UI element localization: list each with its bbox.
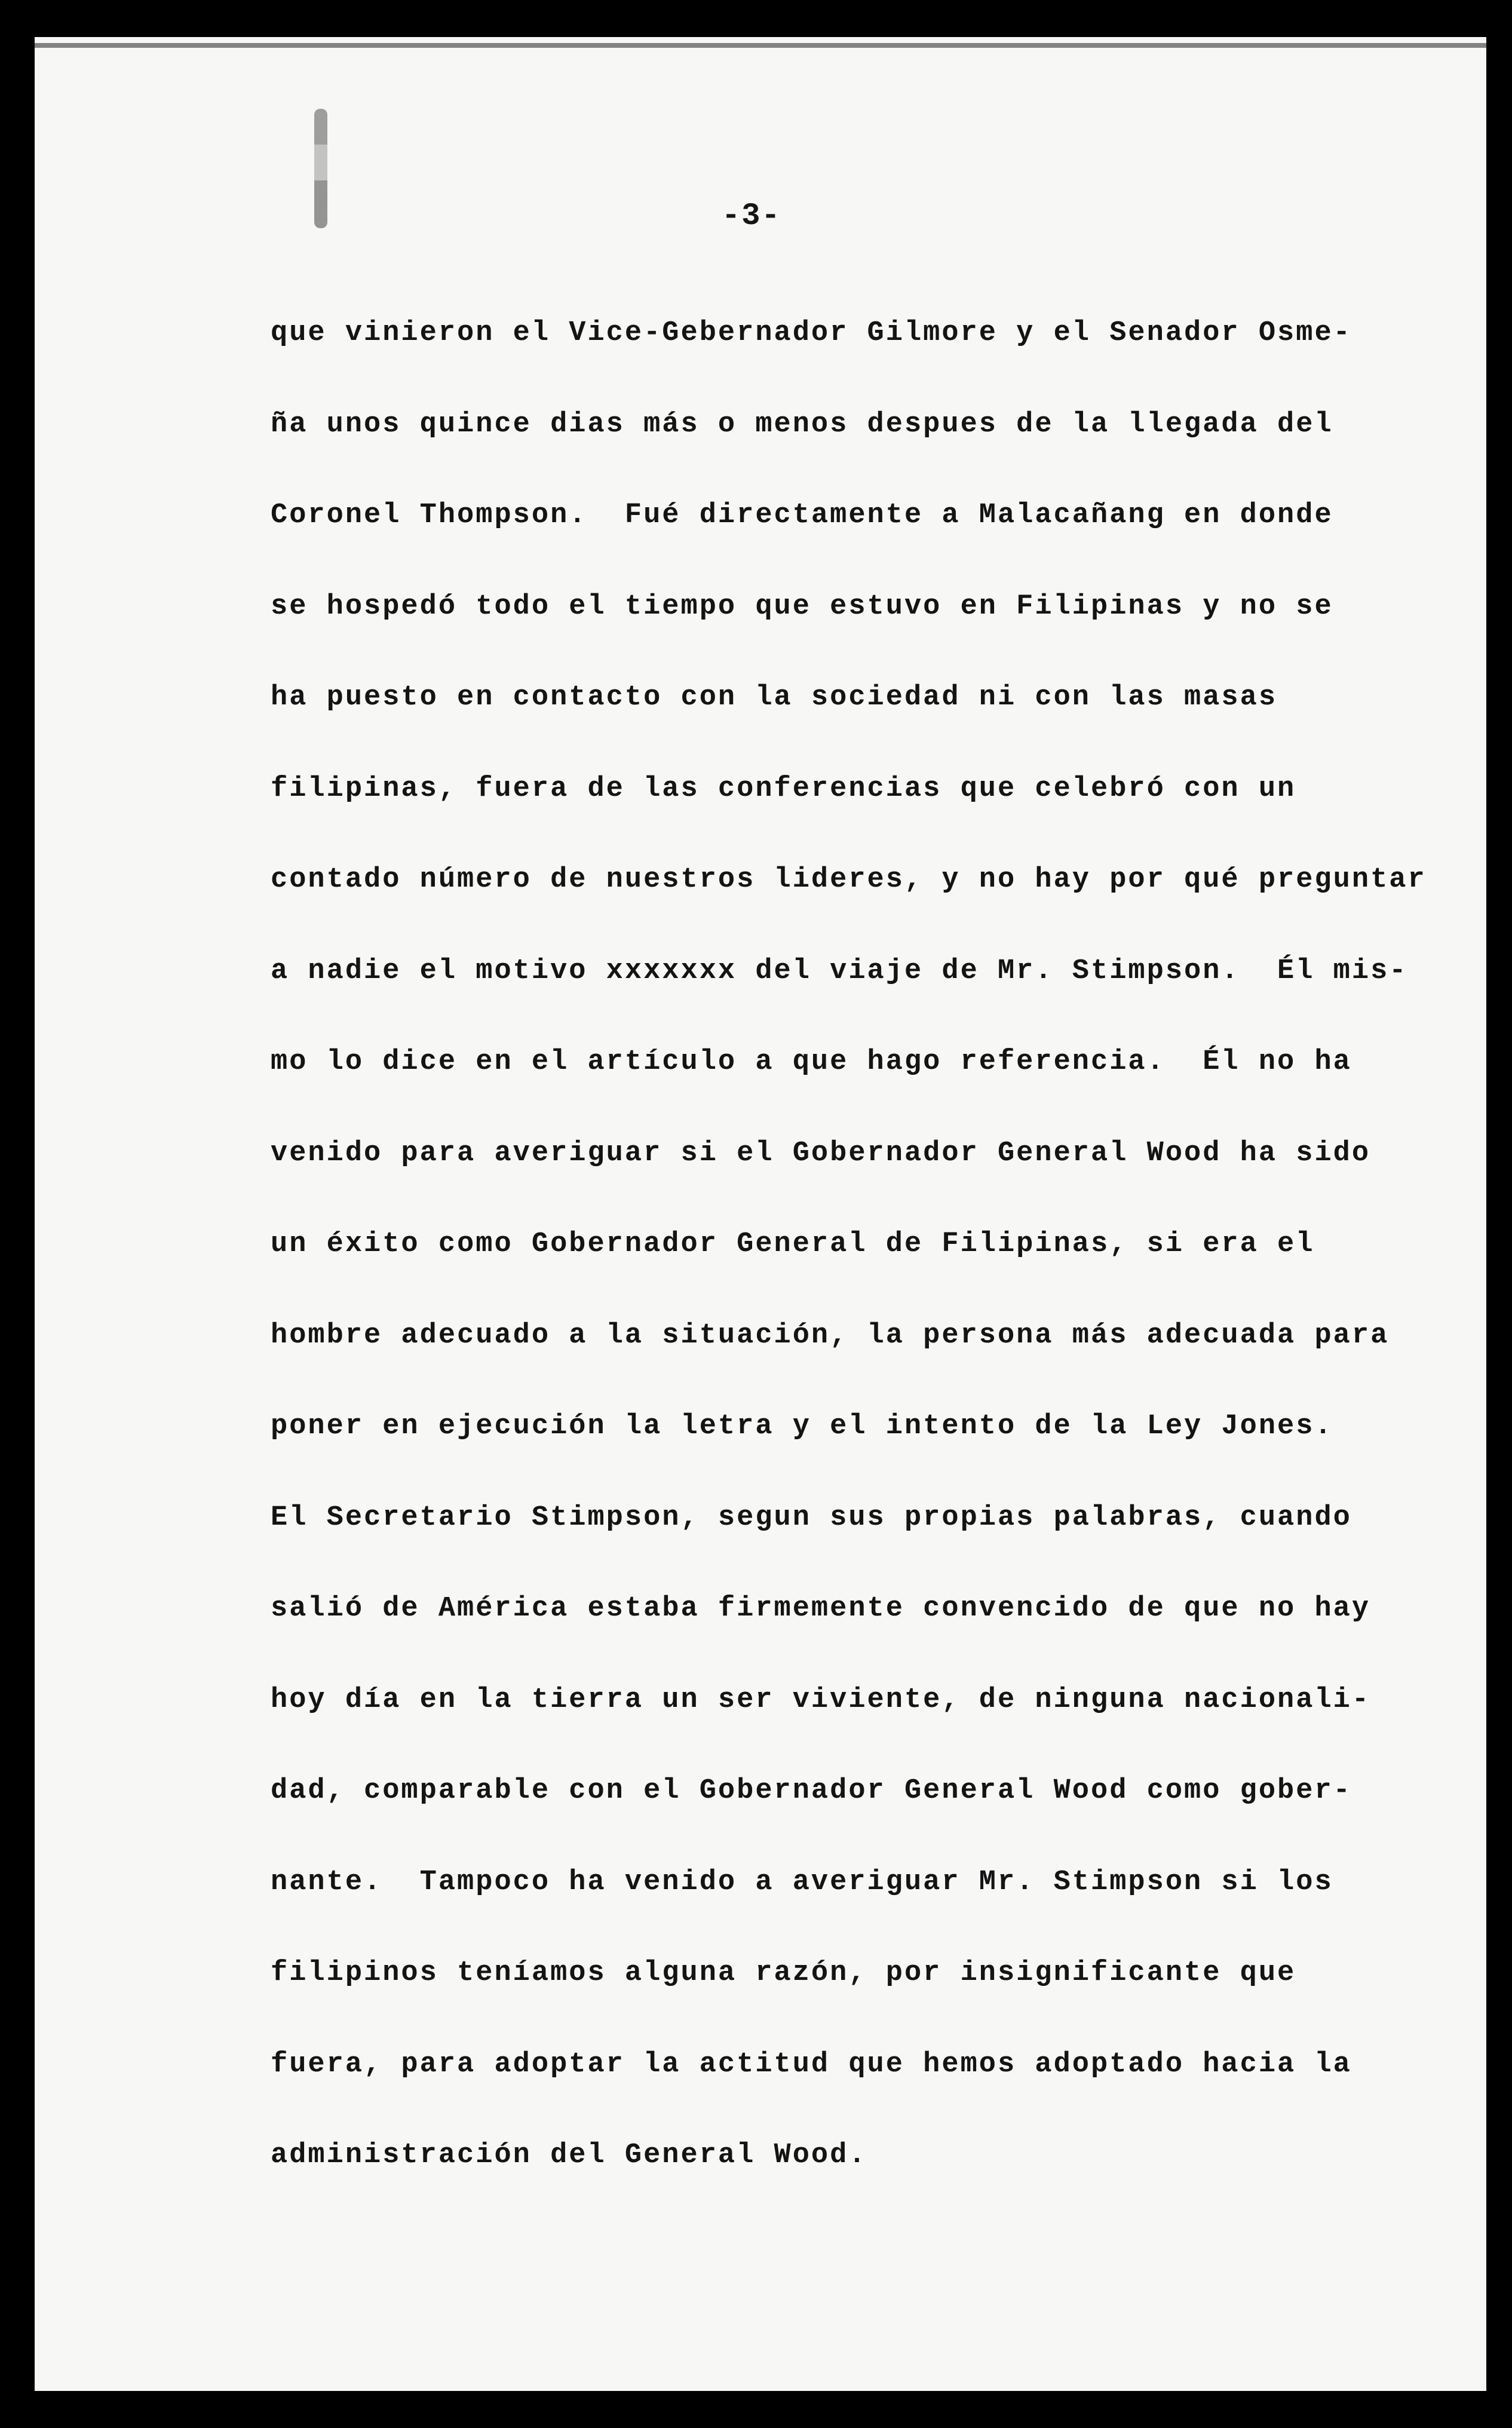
text-line: poner en ejecución la letra y el intento de la Ley Jones. bbox=[271, 1411, 1333, 1442]
text-line: a nadie el motivo xxxxxxx del viaje de Mr. Stimpson. Él mis- bbox=[271, 955, 1408, 987]
text-line: se hospedó todo el tiempo que estuvo en Filipinas y no se bbox=[271, 590, 1333, 623]
binding-mark bbox=[314, 109, 327, 228]
text-line: ña unos quince dias más o menos despues de la llegada del bbox=[271, 408, 1333, 440]
body-text bbox=[271, 288, 1427, 2202]
text-line: filipinas, fuera de las conferencias que celebró con un bbox=[271, 772, 1296, 805]
text-line: que vinieron el Vice-Gebernador Gilmore y el Senador Osme- bbox=[271, 317, 1352, 349]
text-line: un éxito como Gobernador General de Filipinas, si era el bbox=[271, 1228, 1315, 1260]
text-line: Coronel Thompson. Fué directamente a Malacañang en donde bbox=[271, 499, 1333, 531]
text-line: El Secretario Stimpson, segun sus propias palabras, cuando bbox=[271, 1501, 1352, 1534]
top-edge-shadow bbox=[35, 43, 1486, 48]
text-line: fuera, para adoptar la actitud que hemos adoptado hacia la bbox=[271, 2048, 1352, 2080]
text-line: venido para averiguar si el Gobernador General Wood ha sido bbox=[271, 1137, 1371, 1169]
text-line: administración del General Wood. bbox=[271, 2139, 867, 2171]
page-number: -3- bbox=[722, 198, 781, 234]
text-line: filipinos teníamos alguna razón, por insignificante que bbox=[271, 1957, 1296, 1989]
document-page bbox=[35, 37, 1486, 2391]
text-line: mo lo dice en el artículo a que hago referencia. Él no ha bbox=[271, 1046, 1352, 1078]
text-line: hombre adecuado a la situación, la persona más adecuada para bbox=[271, 1319, 1390, 1351]
text-line: nante. Tampoco ha venido a averiguar Mr. Stimpson si los bbox=[271, 1866, 1333, 1898]
text-line: contado número de nuestros lideres, y no hay por qué preguntar bbox=[271, 864, 1427, 896]
text-line: salió de América estaba firmemente convencido de que no hay bbox=[271, 1593, 1371, 1624]
text-line: ha puesto en contacto con la sociedad ni con las masas bbox=[271, 682, 1278, 713]
text-line: dad, comparable con el Gobernador General Wood como gober- bbox=[271, 1775, 1352, 1807]
text-line: hoy día en la tierra un ser viviente, de ninguna nacionali- bbox=[271, 1684, 1371, 1716]
